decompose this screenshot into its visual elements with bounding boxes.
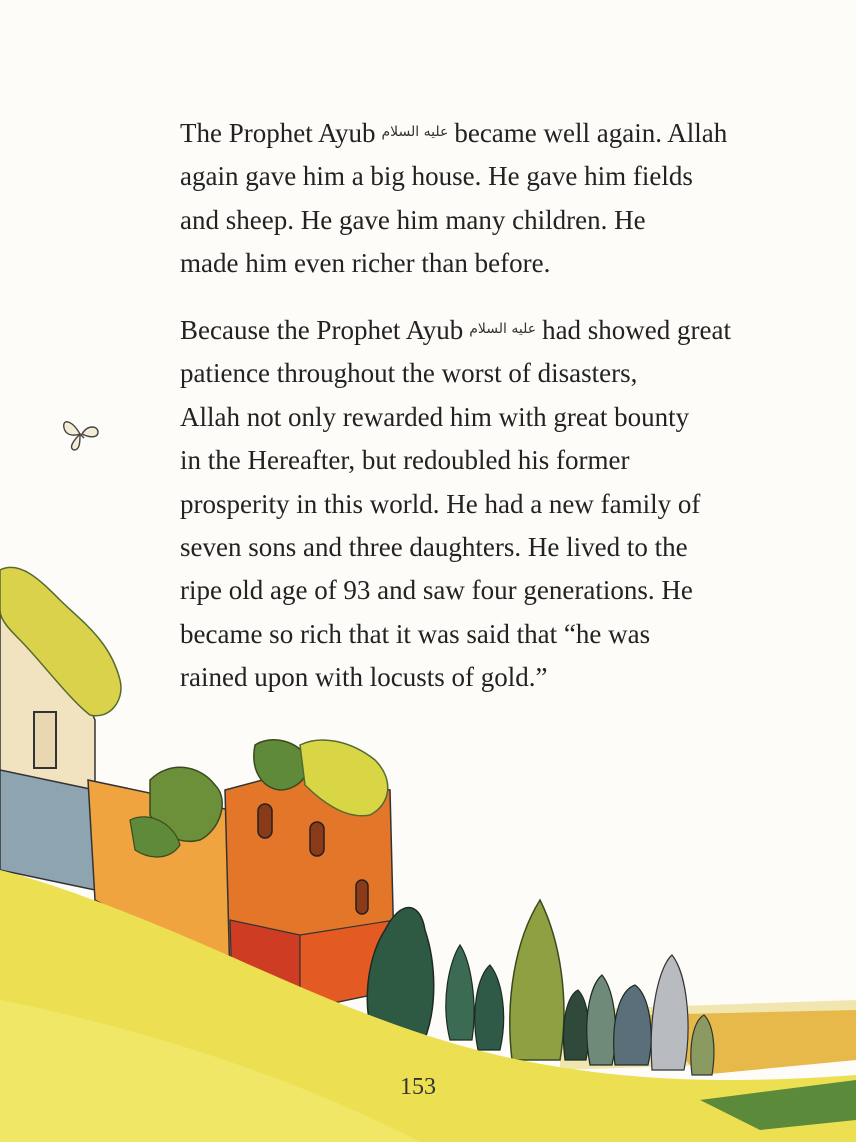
paragraph-2-line-7: ripe old age of 93 and saw four generations. He <box>180 575 693 606</box>
text-span: became well again. Allah <box>454 118 728 148</box>
paragraph-2-line-6: seven sons and three daughters. He lived to the <box>180 532 688 563</box>
text-span: had showed great <box>542 315 731 345</box>
paragraph-1-line-3: and sheep. He gave him many children. He <box>180 204 646 235</box>
left-house-base <box>0 770 95 890</box>
paragraph-2-line-8: became so rich that it was said that “he was <box>180 618 651 649</box>
paragraph-2-line-1 <box>180 309 820 352</box>
honorific-glyph: عليه السلام <box>381 124 449 140</box>
page-number: 153 <box>400 1074 436 1100</box>
paragraph-2-line-3: Allah not only rewarded him with great bounty <box>180 401 690 432</box>
building-window-1 <box>258 804 272 838</box>
paragraph-1-line-1 <box>180 112 820 155</box>
paragraph-2-line-2: patience throughout the worst of disasters, <box>180 358 638 389</box>
paragraph-1-line-4: made him even richer than before. <box>180 248 551 279</box>
paragraph-1 <box>180 112 820 286</box>
honorific-glyph: عليه السلام <box>469 321 537 337</box>
text-span: Because the Prophet Ayub <box>180 315 464 345</box>
paragraph-2 <box>180 309 820 700</box>
building-window-2 <box>310 822 324 856</box>
paragraph-2-line-9: rained upon with locusts of gold.” <box>180 662 548 693</box>
text-span: The Prophet Ayub <box>180 118 376 148</box>
paragraph-2-line-5: prosperity in this world. He had a new family of <box>180 488 701 519</box>
building-window-3 <box>356 880 368 914</box>
paragraph-2-line-4: in the Hereafter, but redoubled his former <box>180 445 630 476</box>
butterfly-icon <box>58 414 104 454</box>
left-house-window <box>34 712 56 768</box>
paragraph-1-line-2: again gave him a big house. He gave him fields <box>180 161 693 192</box>
